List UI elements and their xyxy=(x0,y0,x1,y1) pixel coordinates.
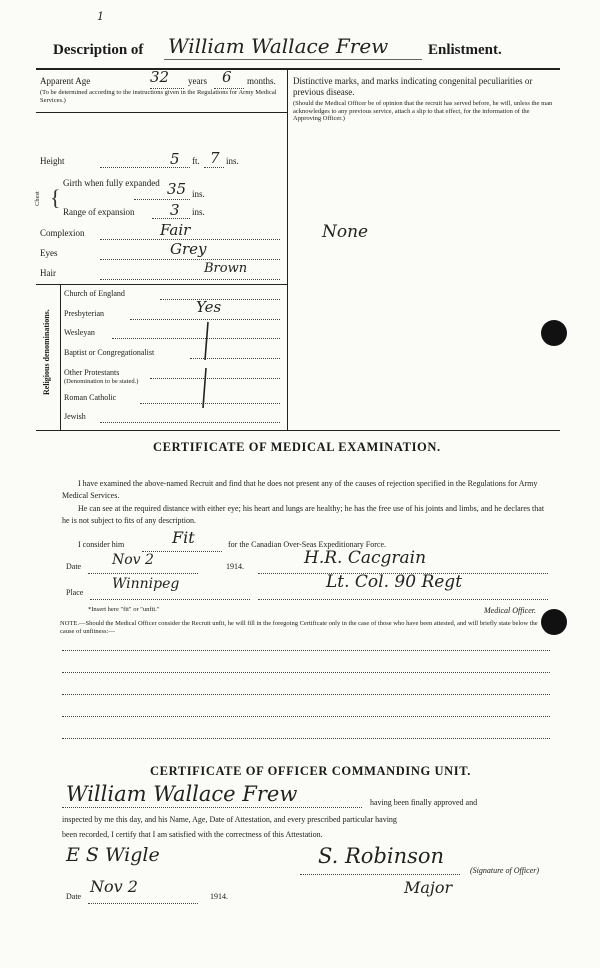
religion-item-baptist: Baptist or Congregationalist xyxy=(64,348,155,357)
age-block-rule xyxy=(36,112,287,113)
medical-date-label: Date xyxy=(66,562,82,571)
medical-signature-line-2 xyxy=(258,599,548,600)
hair-label: Hair xyxy=(40,268,56,278)
unfit-cause-line xyxy=(62,738,550,739)
commanding-date-line xyxy=(88,903,198,904)
commanding-name-value: William Wallace Frew xyxy=(66,782,298,806)
officer-signature-line xyxy=(300,874,460,875)
girth-value: 35 xyxy=(167,180,187,198)
distinctive-marks-value: None xyxy=(322,222,369,242)
consider-suffix: for the Canadian Over-Seas Expeditionary Force. xyxy=(228,540,387,549)
eyes-value: Grey xyxy=(170,240,207,258)
height-ft-value: 5 xyxy=(170,150,180,168)
religion-item-roman-catholic: Roman Catholic xyxy=(64,393,117,402)
commanding-line3: been recorded, I certify that I am satisfied with the correctness of this Attestation. xyxy=(62,830,323,839)
religion-presbyterian-mark: Yes xyxy=(196,298,222,316)
officer-rank: Major xyxy=(404,878,453,897)
religion-item-denomination-note: (Denomination to be stated.) xyxy=(64,378,139,385)
consider-line xyxy=(142,551,222,552)
ft-label: ft. xyxy=(192,156,200,166)
commanding-name-line xyxy=(62,807,362,808)
commanding-line2: inspected by me this day, and his Name, Age, Date of Attestation, and every prescribed particular having xyxy=(62,815,397,824)
unfit-cause-line xyxy=(62,672,550,673)
top-page-mark: 1 xyxy=(97,10,104,23)
medical-paragraph-1: I have examined the above-named Recruit and find that he does not present any of the causes of rejection specified in the Regulations for Army Medical Services. xyxy=(62,479,538,500)
height-label: Height xyxy=(40,156,65,166)
expansion-label: Range of expansion xyxy=(63,207,135,217)
religion-item-presbyterian: Presbyterian xyxy=(64,309,104,318)
religion-line xyxy=(160,299,280,300)
apparent-age-label: Apparent Age xyxy=(40,76,91,86)
chest-brace: { xyxy=(50,185,61,210)
consider-value: Fit xyxy=(172,528,195,547)
medical-year: 1914. xyxy=(226,562,244,571)
unfit-cause-line xyxy=(62,716,550,717)
hair-line xyxy=(100,279,280,280)
complexion-value: Fair xyxy=(160,221,191,239)
unfit-cause-line xyxy=(62,694,550,695)
girth-ins-label: ins. xyxy=(192,189,205,199)
medical-date-value: Nov 2 xyxy=(112,552,154,568)
ins-label: ins. xyxy=(226,156,239,166)
height-in-value: 7 xyxy=(210,149,220,167)
religion-item-jewish: Jewish xyxy=(64,412,86,421)
witness-signature: E S Wigle xyxy=(66,844,160,866)
commanding-officer-signature: S. Robinson xyxy=(318,844,445,868)
distinctive-marks-heading: Distinctive marks, and marks indicating congenital peculiarities or previous disease. xyxy=(293,76,533,97)
fit-unfit-insert-note: *Insert here "fit" or "unfit." xyxy=(88,606,160,613)
punch-hole xyxy=(541,320,567,346)
unfit-footnote: NOTE.—Should the Medical Officer consider the Recruit unfit, he will fill in the foregoing Certificate only in the case of those who have been attested, and will briefly state below the cause of unfitness:— xyxy=(60,620,538,635)
eyes-line xyxy=(100,259,280,260)
title-suffix: Enlistment. xyxy=(428,42,502,58)
medical-place-label: Place xyxy=(66,588,84,597)
hair-value: Brown xyxy=(204,261,248,276)
commanding-date-label: Date xyxy=(66,892,82,901)
religion-item-other-protestants: Other Protestants xyxy=(64,368,120,377)
years-label: years xyxy=(188,76,207,86)
hair-block-rule xyxy=(36,284,287,285)
medical-paragraph-2: He can see at the required distance with either eye; his heart and lungs are healthy; he has the free use of his joints and limbs, and he declares that he is not subject to fits of any description. xyxy=(62,504,545,525)
expansion-value: 3 xyxy=(170,201,180,219)
months-label: months. xyxy=(247,76,276,86)
commanding-date-value: Nov 2 xyxy=(90,877,138,896)
eyes-label: Eyes xyxy=(40,248,58,258)
chest-side-label: Chest xyxy=(34,191,41,206)
religion-item-church-of-england: Church of England xyxy=(64,289,125,298)
age-years-value: 32 xyxy=(150,68,170,86)
unfit-cause-line xyxy=(62,650,550,651)
religion-side-label: Religious denominations. xyxy=(42,309,51,395)
medical-place-line xyxy=(90,599,250,600)
religion-column-divider xyxy=(60,285,61,430)
medical-date-line xyxy=(88,573,198,574)
title-underline xyxy=(164,59,422,60)
medical-officer-signature-2: Lt. Col. 90 Regt xyxy=(326,572,463,592)
age-months-value: 6 xyxy=(222,68,232,86)
consider-prefix: I consider him xyxy=(78,540,125,549)
medical-officer-signature-1: H.R. Cacgrain xyxy=(304,548,427,568)
complexion-label: Complexion xyxy=(40,228,85,238)
title-name-handwritten: William Wallace Frew xyxy=(168,34,389,58)
girth-line xyxy=(134,199,190,200)
height-in-line xyxy=(204,167,224,168)
medical-officer-label: Medical Officer. xyxy=(484,606,536,615)
frame-mid-rule xyxy=(36,430,560,431)
signature-of-officer-label: (Signature of Officer) xyxy=(470,866,540,875)
commanding-year: 1914. xyxy=(210,892,228,901)
distinctive-marks-note: (Should the Medical Officer be of opinion that the recruit has served before, he will, unless the man acknowledges to any previous service, attach a slip to that effect, for the information of the Approving Officer.) xyxy=(293,100,553,122)
medical-certificate-heading: CERTIFICATE OF MEDICAL EXAMINATION. xyxy=(153,440,441,454)
girth-label: Girth when fully expanded xyxy=(63,178,160,188)
religion-item-wesleyan: Wesleyan xyxy=(64,328,95,337)
title-prefix: Description of xyxy=(53,42,144,58)
religion-dash-strokes xyxy=(196,320,216,410)
expansion-ins-label: ins. xyxy=(192,207,205,217)
commanding-line1-suffix: having been finally approved and xyxy=(370,798,478,807)
punch-hole xyxy=(541,609,567,635)
religion-line xyxy=(100,422,280,423)
frame-top-rule xyxy=(36,68,560,70)
age-instruction-note: (To be determined according to the instructions given in the Regulations for Army Medical Services.) xyxy=(40,89,277,104)
medical-place-value: Winnipeg xyxy=(112,576,180,592)
frame-column-divider xyxy=(287,70,288,430)
commanding-certificate-heading: CERTIFICATE OF OFFICER COMMANDING UNIT. xyxy=(150,764,471,778)
